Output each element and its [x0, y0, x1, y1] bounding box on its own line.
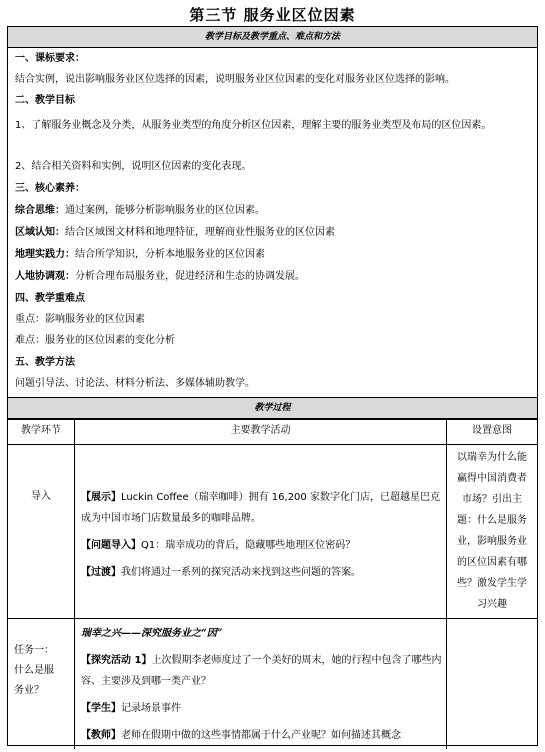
row1-intent: 以瑞幸为什么能 赢得中国消费者 市场？引出主 题：什么是服务 业，影响服务业 的区位因素有哪 些？激发学生学 习兴趣 [457, 452, 527, 610]
table-column-rule [74, 419, 75, 749]
goal-item-2: 2、结合相关资料和实例，说明区位因素的变化表现。 [15, 161, 252, 172]
activity-item: 【教师】老师在假期中做的这些事情都属于什么产业呢？如何描述其概念 [81, 730, 401, 741]
activity-item: 【探究活动 1】上次假期李老师度过了一个美好的周末，她的行程中包含了哪些内容、主要涉及到哪一类产业？ [81, 655, 442, 687]
table-rule [8, 444, 537, 445]
literacy-item: 地理实践力：结合所学知识，分析本地服务业的区位因素 [15, 249, 265, 260]
header-intent: 设置意图 [472, 425, 512, 436]
key-point: 重点：影响服务业的区位因素 [15, 314, 145, 325]
activity-item: 【学生】记录场景事件 [81, 703, 181, 714]
activity-item: 【问题导入】Q1：瑞幸成功的背后，隐藏哪些地理区位密码？ [81, 540, 356, 551]
goal-item-1: 1、了解服务业概念及分类，从服务业类型的角度分析区位因素，理解主要的服务业类型及布局的区位因素。 [15, 120, 492, 131]
goals-heading: 二、教学目标 [15, 95, 75, 106]
row2-stage: 任务一： 什么是服 务业？ [14, 645, 54, 696]
standards-heading: 一、课标要求： [15, 53, 85, 64]
key-points-heading: 四、教学重难点 [15, 293, 85, 304]
methods-heading: 五、教学方法 [15, 357, 75, 368]
literacy-item: 人地协调观：分析合理布局服务业，促进经济和生态的协调发展。 [15, 271, 305, 282]
activity-item: 【过渡】我们将通过一系列的探究活动来找到这些问题的答案。 [81, 567, 361, 578]
literacy-item: 综合思维：通过案例，能够分析影响服务业的区位因素。 [15, 205, 265, 216]
literacy-item: 区域认知：结合区域图文材料和地理特征，理解商业性服务业的区位因素 [15, 227, 335, 238]
lesson-plan-sheet [7, 26, 538, 746]
objectives-bar: 教学目标及教学重点、难点和方法 [8, 27, 537, 48]
activity-item: 【展示】Luckin Coffee（瑞幸咖啡）拥有 16,200 家数字化门店，已超越星巴克成为中国市场门店数量最多的咖啡品牌。 [81, 492, 440, 524]
table-rule [8, 618, 537, 619]
table-rule [8, 419, 537, 420]
standards-text: 结合实例，说出影响服务业区位选择的因素，说明服务业区位因素的变化对服务业区位选择的影响。 [15, 74, 455, 85]
row2-activities [81, 623, 443, 752]
task-title: 瑞幸之兴——深究服务业之“因” [81, 628, 223, 639]
literacy-heading: 三、核心素养： [15, 183, 85, 194]
methods-text: 问题引导法、讨论法、材料分析法、多媒体辅助教学。 [15, 378, 255, 389]
row1-stage: 导入 [31, 491, 51, 502]
page-title: 第三节 服务业区位因素 [189, 6, 356, 24]
header-stage: 教学环节 [21, 425, 61, 436]
process-bar: 教学过程 [8, 397, 537, 419]
row1-activities [81, 487, 441, 589]
difficult-point: 难点：服务业的区位因素的变化分析 [15, 335, 175, 346]
header-activities: 主要教学活动 [230, 425, 291, 436]
